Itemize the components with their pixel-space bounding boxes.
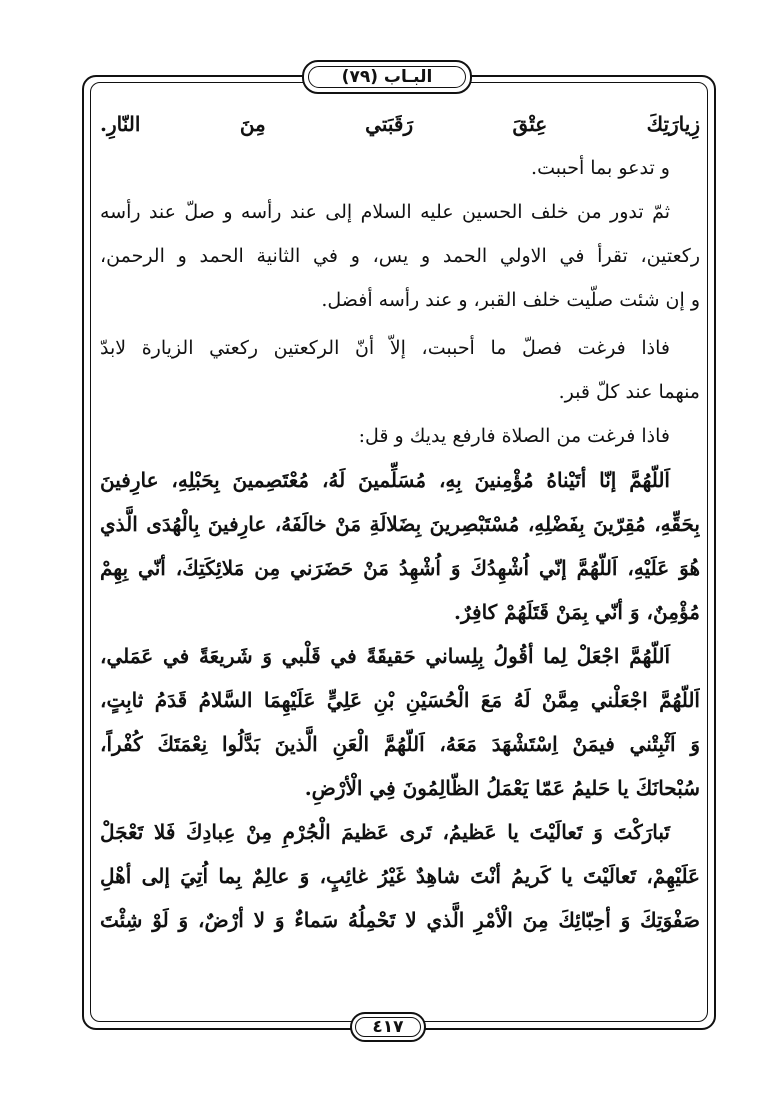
chapter-title: البـاب (٧٩)	[341, 67, 433, 87]
text-line: و تدعو بما أحببت.	[531, 157, 670, 179]
text-line: تَبارَكْتَ وَ تَعالَيْتَ يا عَظيمُ، تَرى عَظيمَ الْجُرْمِ مِنْ عِبادِكَ فَلا تَعْجَلْ	[100, 820, 670, 844]
text-line: وَ اَثْبِتْني فيمَنْ اِسْتَشْهَدَ مَعَهُ، اَللّهُمَّ الْعَنِ الَّذينَ بَدَّلُوا نِعْمَتَكَ كُفْراً،	[100, 732, 700, 756]
text-body	[100, 102, 700, 942]
chapter-header	[302, 60, 472, 94]
text-line: اَللّهُمَّ اجْعَلْ لِما أقُولُ بِلِساني حَقيقَةً في قَلْبي وَ شَريعَةً في عَمَلي،	[100, 644, 671, 668]
text-line: هُوَ عَلَيْهِ، اَللّهُمَّ إنّي اُشْهِدُكَ وَ اُشْهِدُ مَنْ حَضَرَني مِن مَلائِكَتِكَ، أنّي بِهِمْ	[100, 556, 700, 580]
text-line: اَللّهُمَّ إنّا أتَيْناهُ مُؤْمِنينَ بِهِ، مُسَلِّمينَ لَهُ، مُعْتَصِمينَ بِحَبْلِهِ، عارِفينَ	[100, 468, 670, 492]
text-line: بِحَقِّهِ، مُقِرّينَ بِفَضْلِهِ، مُسْتَبْصِرينَ بِضَلالَةِ مَنْ خالَفَهُ، عارِفينَ بِالْهُدَى الَّذي	[100, 512, 700, 536]
page-number: ٤١٧	[372, 1017, 404, 1037]
text-line: مُؤْمِنٌ، وَ أنّي بِمَنْ قَتَلَهُمْ كافِرٌ.	[454, 600, 700, 624]
text-line: سُبْحانَكَ يا حَليمُ عَمّا يَعْمَلُ الظّالِمُونَ فِي الْأرْضِ.	[304, 776, 700, 800]
text-line: فاذا فرغت من الصلاة فارفع يديك و قل:	[358, 425, 670, 447]
text-line: فاذا فرغت فصلّ ما أحببت، إلاّ أنّ الركعتين ركعتي الزيارة لابدّ	[100, 337, 670, 359]
text-line: عَلَيْهِمْ، تَعالَيْتَ يا كَريمُ أنْتَ شاهِدٌ غَيْرُ غائِبٍ، وَ عالِمٌ بِما اُتِيَ إلى أهْلِ	[100, 864, 700, 888]
text-line: منهما عند كلّ قبر.	[558, 381, 700, 403]
page-number-badge	[350, 1012, 426, 1042]
text-line: ثمّ تدور من خلف الحسين عليه السلام إلى عند رأسه و صلّ عند رأسه	[100, 201, 670, 223]
text-line: اَللّهُمَّ اجْعَلْني مِمَّنْ لَهُ مَعَ الْحُسَيْنِ بْنِ عَلِيٍّ عَلَيْهِمَا السَّلامُ قَدَمُ ثابِتٍ،	[100, 688, 700, 712]
text-line: ركعتين، تقرأ في الاولي الحمد و يس، و في الثانية الحمد و الرحمن،	[100, 245, 700, 267]
text-line: صَفْوَتِكَ وَ أحِبّائِكَ مِنَ الْأمْرِ الَّذي لا تَحْمِلُهُ سَماءٌ وَ لا أرْضٌ، وَ لَوْ شِئْتَ	[100, 908, 700, 932]
text-line: و إن شئت صلّيت خلف القبر، و عند رأسه أفضل.	[321, 289, 700, 311]
text-line: زِيارَتِكَ عِتْقَ رَقَبَتي مِنَ النّارِ.	[100, 112, 700, 136]
